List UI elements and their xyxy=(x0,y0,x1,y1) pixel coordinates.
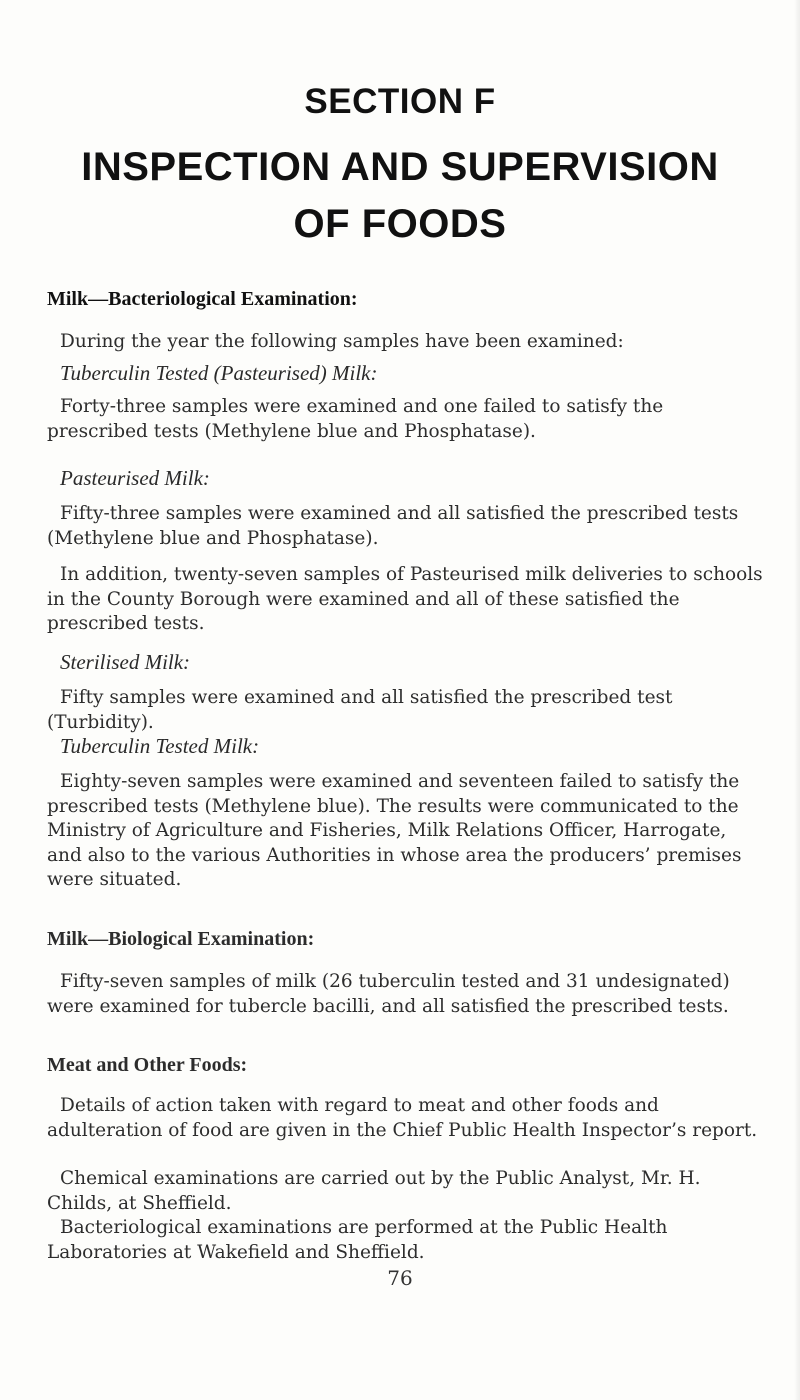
milk-biological-text: Fifty-seven samples of milk (26 tuberculin tested and 31 undesignated) were examined for tubercle bacilli, and all satisfied the prescribed tests. xyxy=(47,971,730,1017)
meat-other-text-3: Bacteriological examinations are performed at the Public Health Laboratories at Wakefield and Sheffield. xyxy=(47,1217,668,1263)
page-title-line-1: INSPECTION AND SUPERVISION xyxy=(81,145,719,189)
page-number: 76 xyxy=(387,1266,413,1290)
meat-other-text-2: Chemical examinations are carried out by the Public Analyst, Mr. H. Childs, at Sheffield. xyxy=(47,1168,701,1214)
tuberculin-tested-text: Eighty-seven samples were examined and seventeen failed to satisfy the prescribed tests (Methylene blue). The results were communicated to the Ministry of Agriculture and Fisheries, Milk Relations Officer, Harrogate, and also to the various Authorities in whose area the producers’ premises were situated. xyxy=(47,771,742,890)
pasteurised-text-2: In addition, twenty-seven samples of Pasteurised milk deliveries to schools in the County Borough were examined and all of these satisfied the prescribed tests. xyxy=(47,564,763,634)
tt-pasteurised-heading: Tuberculin Tested (Pasteurised) Milk: xyxy=(60,361,378,385)
tt-pasteurised-text: Forty-three samples were examined and one failed to satisfy the prescribed tests (Methylene blue and Phosphatase). xyxy=(47,396,664,442)
meat-other-text-1: Details of action taken with regard to meat and other foods and adulteration of food are given in the Chief Public Health Inspector’s report. xyxy=(47,1095,758,1141)
milk-bacteriological-heading: Milk—Bacteriological Examination: xyxy=(47,288,358,310)
milk-bacteriological-intro: During the year the following samples have been examined: xyxy=(60,331,624,352)
section-heading: SECTION F xyxy=(304,82,496,121)
pasteurised-text-1: Fifty-three samples were examined and all satisfied the prescribed tests (Methylene blue and Phosphatase). xyxy=(47,503,739,549)
sterilised-text: Fifty samples were examined and all satisfied the prescribed test (Turbidity). xyxy=(47,687,673,733)
meat-other-foods-heading: Meat and Other Foods: xyxy=(47,1054,248,1076)
sterilised-heading: Sterilised Milk: xyxy=(60,650,191,674)
tuberculin-tested-heading: Tuberculin Tested Milk: xyxy=(60,734,260,758)
pasteurised-heading: Pasteurised Milk: xyxy=(60,466,210,490)
milk-biological-heading: Milk—Biological Examination: xyxy=(47,928,315,950)
page-title-line-2: OF FOODS xyxy=(293,202,507,246)
